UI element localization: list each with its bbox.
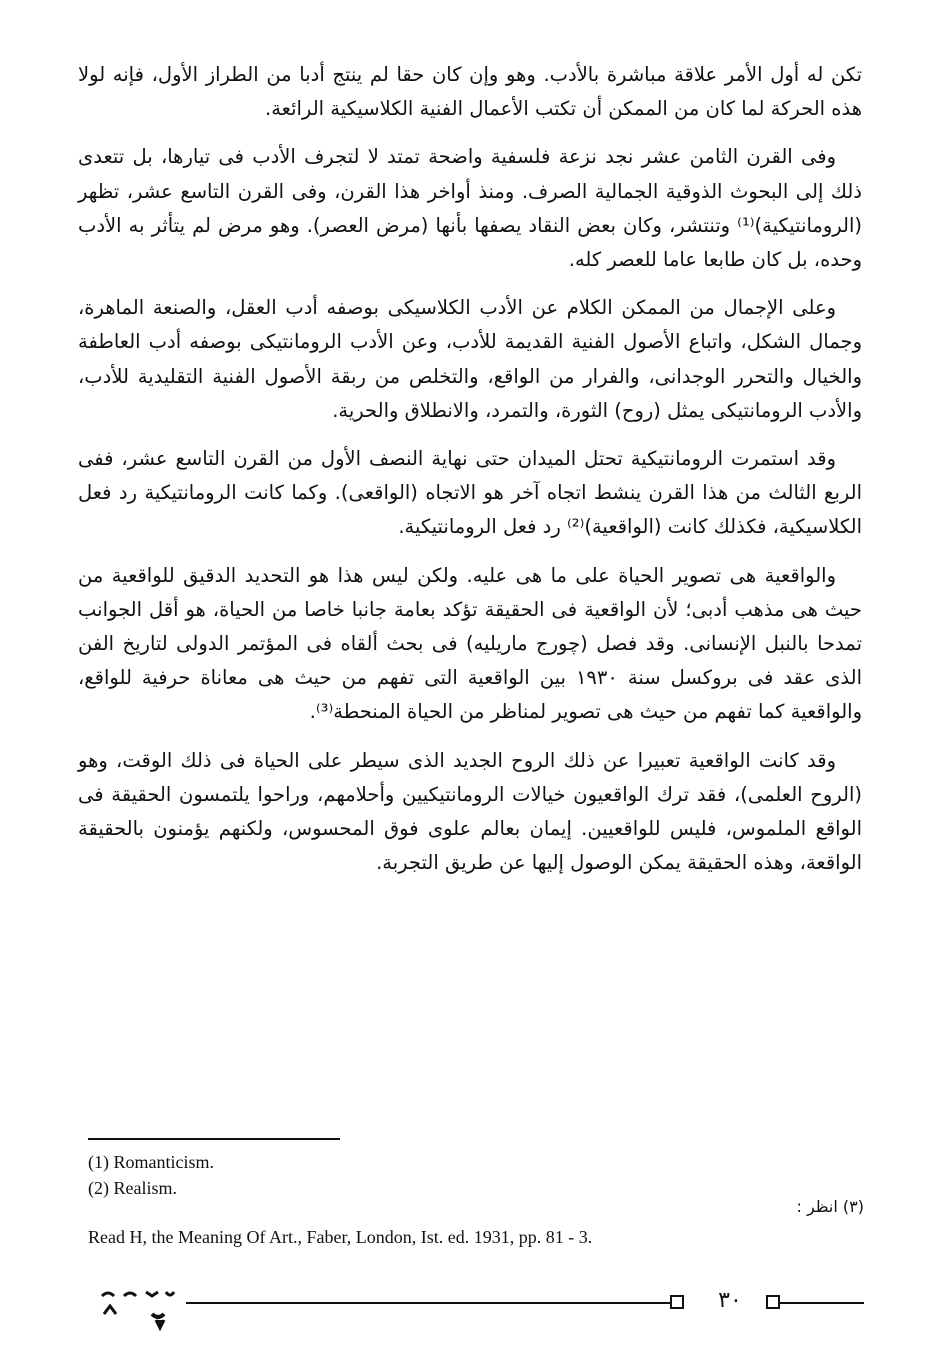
paragraph-6: وقد كانت الواقعية تعبيرا عن ذلك الروح الجديد الذى سيطر على الحياة فى ذلك الوقت، وهو (الروح العلمى)، فقد ترك الواقعيون خيالات الرومانتيكيين وأحلامهم، وراحوا يلتمسون الحقيقة فى الواقع الملموس، فليس للواقعيين. إيمان بعالم علوى فوق المحسوس، ولكنهم يؤمنون بالحقيقة الواقعة، وهذه الحقيقة يمكن الوصول إليها عن طريق التجربة. — [78, 748, 862, 875]
footer-box-right — [766, 1295, 780, 1309]
footnote-2: (2) Realism. — [88, 1178, 177, 1198]
main-text — [78, 58, 862, 894]
footer-line-right — [780, 1302, 864, 1304]
paragraph-3: وعلى الإجمال من الممكن الكلام عن الأدب الكلاسيكى بوصفه أدب العقل، والصنعة الماهرة، وجمال الشكل، واتباع الأصول الفنية القديمة للأدب، وعن الأدب الرومانتيكى بوصفه أدب العاطفة والخيال والتحرر الوجدانى، والفرار من الواقع، والتخلص من ربقة الأصول الفنية التقليدية للأدب، والأدب الرومانتيكى يمثل (روح) الثورة، والتمرد، والانطلاق والحرية. — [78, 296, 862, 422]
ornament-icon — [96, 1280, 180, 1340]
paragraph-5: والواقعية هى تصوير الحياة على ما هى عليه. ولكن ليس هذا هو التحديد الدقيق للواقعية من حيث هى مذهب أدبى؛ لأن الواقعية فى الحقيقة تؤكد بعامة جانبا خاصا من الحياة، هو أقل الجوانب تمدحا بالنبل الإنسانى. وقد فصل (چورج ماريليه) فى بحث ألقاه فى المؤتمر الدولى لتاريخ الفن الذى عقد فى بروكسل سنة ١٩٣٠ بين الواقعية التى تفهم من حيث هى معاناة حرفية للواقع، والواقعية كما تفهم من حيث هى تصوير لمناظر من الحياة المنحطة⁽³⁾. — [78, 563, 862, 724]
footnote-separator — [88, 1138, 340, 1140]
paragraph-4: وقد استمرت الرومانتيكية تحتل الميدان حتى نهاية النصف الأول من القرن التاسع عشر، ففى الربع الثالث من هذا القرن ينشط اتجاه آخر هو الاتجاه (الواقعى). وكما كانت الرومانتيكية رد فعل الكلاسيكية، فكذلك كانت (الواقعية)⁽²⁾ رد فعل الرومانتيكية. — [78, 447, 862, 539]
footer-line-left — [186, 1302, 670, 1304]
page-number: ٣٠ — [718, 1288, 742, 1313]
page-footer — [0, 1280, 928, 1340]
footnote-1: (1) Romanticism. — [88, 1152, 214, 1172]
paragraph-2: وفى القرن الثامن عشر نجد نزعة فلسفية واضحة تمتد لا لتجرف الأدب فى تيارها، بل تتعدى ذلك إلى البحوث الذوقية الجمالية الصرف. ومنذ أواخر هذا القرن، وفى القرن التاسع عشر، تظهر (الرومانتيكية)⁽¹⁾ وتنتشر، وكان بعض النقاد يصفها بأنها (مرض العصر). وهو مرض لم يتأثر به الأدب وحده، بل كان طابعا عاما للعصر كله. — [78, 145, 862, 272]
footnote-3-label: (٣) انظر : — [796, 1197, 864, 1216]
footer-box-left — [670, 1295, 684, 1309]
paragraph-1: تكن له أول الأمر علاقة مباشرة بالأدب. وهو وإن كان حقا لم ينتج أدبا من الطراز الأول، فإنه لولا هذه الحركة لما كان من الممكن أن تكتب الأعمال الفنية الكلاسيكية الرائعة. — [78, 63, 862, 121]
footnote-3-reference: Read H, the Meaning Of Art., Faber, London, Ist. ed. 1931, pp. 81 - 3. — [88, 1227, 593, 1247]
